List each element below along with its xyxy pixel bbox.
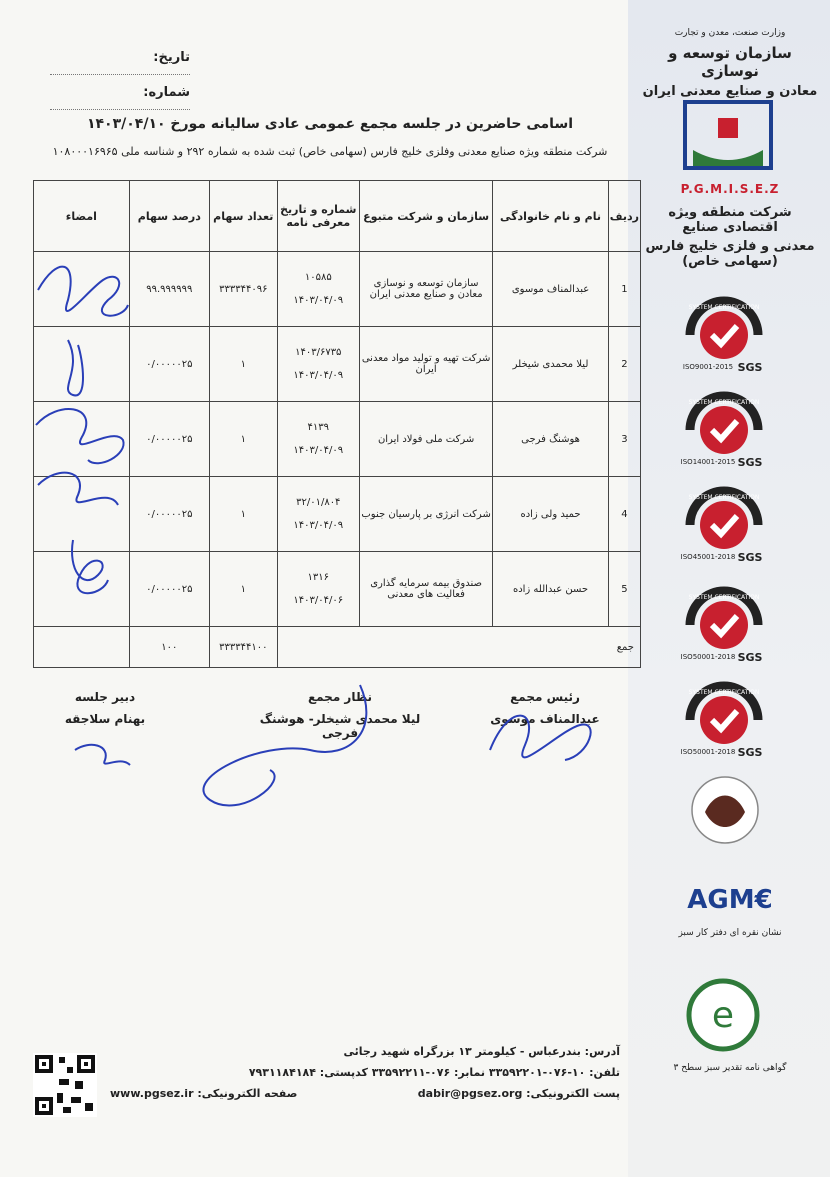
table-row: 3 هوشنگ فرجی شرکت ملی فولاد ایران ۴۱۳۹ ۱۴۰۳/۰۴/۰۹ ۱ ۰/۰۰۰۰۰۲۵ [34,402,641,477]
col-index: ردیف [608,181,640,252]
eagm-logo: €AGM [687,885,773,915]
cert-label: ISO14001-2015 [680,458,736,466]
total-row: جمع ۳۳۳۳۴۴۱۰۰ ۱۰۰ [34,627,641,668]
svg-text:e: e [711,995,735,1036]
table-row: 5 حسن عبدالله زاده صندوق بیمه سرمایه گذاری فعالیت های معدنی ۱۳۱۶ ۱۴۰۳/۰۴/۰۶ ۱ ۰/۰۰۰۰۰۲۵ [34,552,641,627]
number-field: شماره: [50,85,190,110]
table-row: 2 لیلا محمدی شیخلر شرکت تهیه و تولید مواد معدنی ایران ۱۴۰۳/۶۷۳۵ ۱۴۰۳/۰۴/۰۹ ۱ ۰/۰۰۰۰۰۲۵ [34,327,641,402]
sgs-label: SGS [737,361,763,374]
col-shares: تعداد سهام [209,181,277,252]
cert-header-label: SYSTEM CERTIFICATION [688,304,760,311]
signature-cell [34,252,130,327]
attendance-table [33,180,641,668]
chair-signer: رئیس مجمع عبدالمناف موسوی [490,690,600,726]
iso-cert-badge-icon [680,295,768,375]
cert-label: ISO50001-2018 [680,653,736,661]
iso-cert-badge-icon [680,390,768,470]
col-signature: امضاء [34,181,130,252]
date-field: تاریخ: [50,50,190,75]
ministry-logo: وزارت صنعت، معدن و تجارت سازمان توسعه و نوسازی معادن و صنایع معدنی ایران [642,28,818,99]
silver-badge-label: نشان نقره ای دفتر کار سبز [678,928,782,938]
pgmisez-label: P.G.M.I.S.E.Z [680,182,780,196]
green-award-icon [683,975,763,1055]
green-leaf-badge-icon [690,770,760,850]
green-award-label: گواهی نامه تقدیر سبز سطح ۳ [673,1063,787,1073]
date-number-fields [50,50,190,120]
supervisors-signer: نظار مجمع لیلا محمدی شیخلر- هوشنگ فرجی [259,690,421,740]
document-subtitle: شرکت منطقه ویژه صنایع معدنی وفلزی خلیج فارس (سهامی خاص) ثبت شده به شماره ۲۹۲ و شناسه ملی ۱۰۸۰۰۰۱۶۹۶۵ [52,145,608,158]
cert-header-label: SYSTEM CERTIFICATION [688,494,760,501]
document-title: اسامی حاضرین در جلسه مجمع عمومی عادی سالیانه مورخ ۱۴۰۳/۰۴/۱۰ [86,116,574,132]
cert-label: ISO45001-2018 [680,553,736,561]
sgs-label: SGS [737,651,763,664]
col-name: نام و نام خانوادگی [493,181,609,252]
secretary-signer: دبیر جلسه بهنام سلاجقه [64,690,146,726]
signature-cell [34,477,130,552]
company-name: شرکت منطقه ویژه اقتصادی صنایع معدنی و فلزی خلیج فارس (سهامی خاص) [645,205,815,269]
col-percent: درصد سهام [129,181,209,252]
signature-cell [34,552,130,627]
iso-cert-badge-icon [680,585,768,665]
cert-label: ISO9001-2015 [682,363,734,371]
table-row: 4 حمید ولی زاده شرکت انرژی بر پارسیان جنوب ۳۲/۰۱/۸۰۴ ۱۴۰۳/۰۴/۰۹ ۱ ۰/۰۰۰۰۰۲۵ [34,477,641,552]
iso-cert-badge-icon [680,485,768,565]
footer: آدرس: بندرعباس - کیلومتر ۱۳ بزرگراه شهید رجائی تلفن: ۱۰-۰۷۶-۳۳۵۹۲۲۰۱ نمابر: ۰۷۶-۳۳۵۹۲۲۱۱ کدپستی: ۷۹۳۱۱۸۴۱۸۴ پست الکترونیکی: dabir@pgsez.org صفحه الکترونیکی: www.pgsez.ir [110,1045,620,1100]
sgs-label: SGS [737,551,763,564]
sgs-label: SGS [737,456,763,469]
sgs-label: SGS [737,746,763,759]
table-header-row [34,181,641,252]
col-org: سازمان و شرکت متبوع [359,181,492,252]
col-letter: شماره و تاریخ معرفی نامه [277,181,359,252]
cert-header-label: SYSTEM CERTIFICATION [688,399,760,406]
cert-label: ISO50001-2018 [680,748,736,756]
iso-cert-badge-icon [680,680,768,760]
table-row: 1 عبدالمناف موسوی سازمان توسعه و نوسازی معادن و صنایع معدنی ایران ۱۰۵۸۵ ۱۴۰۳/۰۴/۰۹ ۳۳۳۳۴۴۰۹۶ ۹۹.۹۹۹۹۹۹ [34,252,641,327]
qr-code-icon [33,1053,97,1117]
signature-cell [34,327,130,402]
signature-cell [34,402,130,477]
pgsez-emblem-icon [683,100,773,178]
cert-header-label: SYSTEM CERTIFICATION [688,689,760,696]
cert-header-label: SYSTEM CERTIFICATION [688,594,760,601]
